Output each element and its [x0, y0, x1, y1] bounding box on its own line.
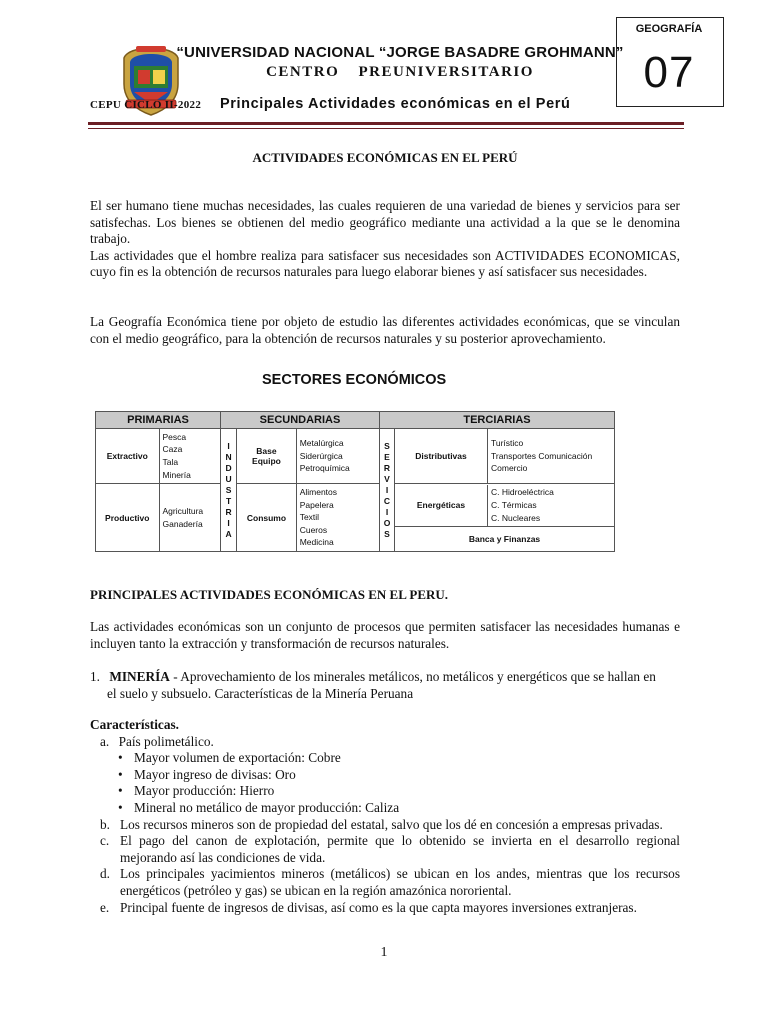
list-item: Ganadería	[162, 518, 203, 529]
list-item: C. Térmicas	[491, 499, 537, 510]
letter: I	[385, 484, 389, 495]
cycle-label: CEPU CICLO II-2022	[90, 99, 202, 111]
topic-title: Principales Actividades económicas en el Perú	[220, 96, 571, 112]
list-item: C. Hidroeléctrica	[491, 487, 554, 498]
section2-intro: Las actividades económicas son un conjunto de procesos que permiten satisfacer las necesidades humanas e incluyen tanto la extracción y transformación de recursos naturales.	[90, 619, 680, 651]
list-item-b	[90, 817, 680, 834]
banca-label: Banca y Finanzas	[468, 533, 541, 544]
list-item: Agricultura	[162, 505, 204, 516]
letter: S	[384, 528, 390, 539]
letter: I	[385, 506, 389, 517]
mineria-text: - Aprovechamiento de los minerales metálicos, no metálicos y energéticos que se hallan en	[169, 669, 656, 684]
bullet-icon: •	[118, 750, 123, 766]
energeticas-items	[488, 485, 615, 527]
intro-block	[90, 198, 680, 281]
bullet-icon: •	[118, 799, 123, 815]
distributivas-items	[488, 429, 615, 484]
letter: S	[384, 440, 390, 451]
page-number: 1	[380, 945, 388, 960]
list-item: Caza	[162, 444, 183, 455]
base-items	[296, 429, 379, 484]
letter: U	[225, 473, 232, 484]
list-label: d.	[100, 866, 110, 882]
list-item: Textil	[299, 512, 320, 523]
table-row	[395, 485, 614, 527]
label-line: Equipo	[252, 456, 281, 466]
extractivo-label: Extractivo	[96, 429, 160, 484]
mineria-item	[90, 669, 680, 702]
list-item-e	[90, 900, 680, 917]
table-row	[96, 484, 615, 552]
list-label: a.	[100, 733, 110, 749]
list-item: C. Nucleares	[491, 512, 541, 523]
list-item: Siderúrgica	[299, 450, 343, 461]
list-label: e.	[100, 899, 110, 915]
list-item	[118, 767, 680, 784]
header-rule-thin	[88, 128, 684, 129]
letter: S	[225, 484, 232, 495]
header-terciarias: TERCIARIAS	[380, 412, 615, 429]
letter: E	[384, 451, 390, 462]
list-text: Principal fuente de ingresos de divisas, así como es la que capta mayores inversiones extranjeras.	[120, 899, 637, 915]
list-item: Tala	[162, 457, 179, 467]
letter: R	[225, 506, 232, 517]
mineria-line-1	[90, 669, 680, 686]
letter: I	[227, 517, 230, 528]
distributivas-label: Distributivas	[395, 429, 488, 484]
bullet-text: Mayor ingreso de divisas: Oro	[134, 766, 296, 782]
bullet-icon: •	[118, 783, 123, 799]
letter: V	[384, 473, 390, 484]
table-row	[395, 527, 614, 551]
list-item-d	[90, 866, 680, 899]
extractivo-items	[159, 429, 221, 484]
list-item-c	[90, 833, 680, 866]
list-item: Alimentos	[299, 487, 338, 498]
header-rule-thick	[88, 122, 684, 125]
intro-paragraph-1: El ser humano tiene muchas necesidades, las cuales requieren de una variedad de bienes y servicios para ser satisfechas. Los bienes se obtienen del medio geográfico mediante una actividad a la que se le denomina trabajo.	[90, 198, 680, 246]
list-item: Petroquímica	[299, 463, 350, 474]
bullet-text: Mayor producción: Hierro	[134, 783, 275, 799]
servicios-vertical-label	[380, 429, 395, 552]
base-equipo-label	[237, 429, 296, 484]
sectors-title: SECTORES ECONÓMICOS	[262, 372, 447, 388]
table-row	[96, 429, 615, 484]
energeticas-label: Energéticas	[395, 485, 488, 527]
bullet-icon: •	[118, 766, 123, 782]
item-number: 1.	[90, 669, 100, 684]
consumo-items	[296, 484, 379, 552]
list-item: Medicina	[299, 537, 334, 548]
letter: A	[225, 528, 232, 539]
bullet-list	[90, 750, 680, 816]
list-label: c.	[100, 833, 110, 849]
header-secundarias: SECUNDARIAS	[221, 412, 380, 429]
characteristics-title: Características.	[90, 717, 179, 732]
list-item	[118, 750, 680, 767]
letter: I	[227, 440, 230, 451]
list-text: El pago del canon de explotación, permite que lo obtenido se invierta en el desarrollo regional mejorando así las condiciones de vida.	[120, 833, 680, 865]
intro-paragraph-2: Las actividades que el hombre realiza para satisfacer sus necesidades son ACTIVIDADES ECONOMICAS, cuyo fin es la obtención de recursos naturales para luego elaborar bienes y así satisfacer sus necesidades.	[90, 247, 680, 279]
mineria-label: MINERÍA	[109, 669, 170, 684]
section2-title: PRINCIPALES ACTIVIDADES ECONÓMICAS EN EL PERU.	[90, 587, 449, 602]
mineria-line-2: el suelo y subsuelo. Características de la Minería Peruana	[107, 685, 414, 701]
list-item: Minería	[162, 469, 191, 480]
letter: N	[225, 451, 232, 462]
document-title: ACTIVIDADES ECONÓMICAS EN EL PERÚ	[252, 150, 518, 165]
bullet-text: Mayor volumen de exportación: Cobre	[134, 750, 341, 766]
productivo-items	[159, 484, 221, 552]
list-label: b.	[100, 816, 110, 832]
terciarias-lower-table	[395, 485, 614, 551]
list-item	[118, 783, 680, 800]
list-item: Transportes Comunicación	[491, 450, 593, 461]
list-item: Papelera	[299, 499, 334, 510]
letter: D	[225, 462, 232, 473]
university-name: “UNIVERSIDAD NACIONAL “JORGE BASADRE GROHMANN”	[176, 44, 624, 61]
sectors-table	[95, 411, 615, 552]
list-item-a	[90, 734, 680, 751]
list-text: País polimetálico.	[118, 733, 214, 749]
consumo-label: Consumo	[237, 484, 296, 552]
letter: R	[383, 462, 391, 473]
subject-label: GEOGRAFÍA	[635, 23, 703, 35]
characteristics-list	[90, 717, 680, 916]
letter: O	[383, 517, 391, 528]
industria-vertical-label	[221, 429, 237, 552]
letter: T	[226, 495, 232, 506]
list-item: Pesca	[162, 431, 187, 442]
list-item: Metalúrgica	[299, 438, 344, 449]
list-item: Cueros	[299, 524, 328, 535]
table-header-row	[96, 412, 615, 429]
letter: C	[383, 495, 391, 506]
list-text: Los principales yacimientos mineros (metálicos) se ubican en los andes, mientras que los recursos energéticos (petróleo y gas) se ubican en la región amazónica nororiental.	[120, 866, 680, 898]
terciarias-lower-cell	[395, 484, 615, 552]
list-item: Turístico	[491, 438, 524, 449]
header-primarias: PRIMARIAS	[96, 412, 221, 429]
bullet-text: Mineral no metálico de mayor producción: Caliza	[134, 799, 400, 815]
center-name: CENTRO PREUNIVERSITARIO	[266, 64, 534, 80]
list-item	[118, 800, 680, 817]
label-line: Base	[256, 446, 277, 456]
list-item: Comercio	[491, 463, 528, 474]
subject-number: 07	[643, 48, 695, 97]
intro-paragraph-3: La Geografía Económica tiene por objeto de estudio las diferentes actividades económicas, que se vinculan con el medio geográfico, para la obtención de recursos naturales y su posterior aprovechamiento.	[90, 314, 680, 346]
productivo-label: Productivo	[96, 484, 160, 552]
list-text: Los recursos mineros son de propiedad del estatal, salvo que los dé en concesión a empresas privadas.	[120, 816, 663, 832]
